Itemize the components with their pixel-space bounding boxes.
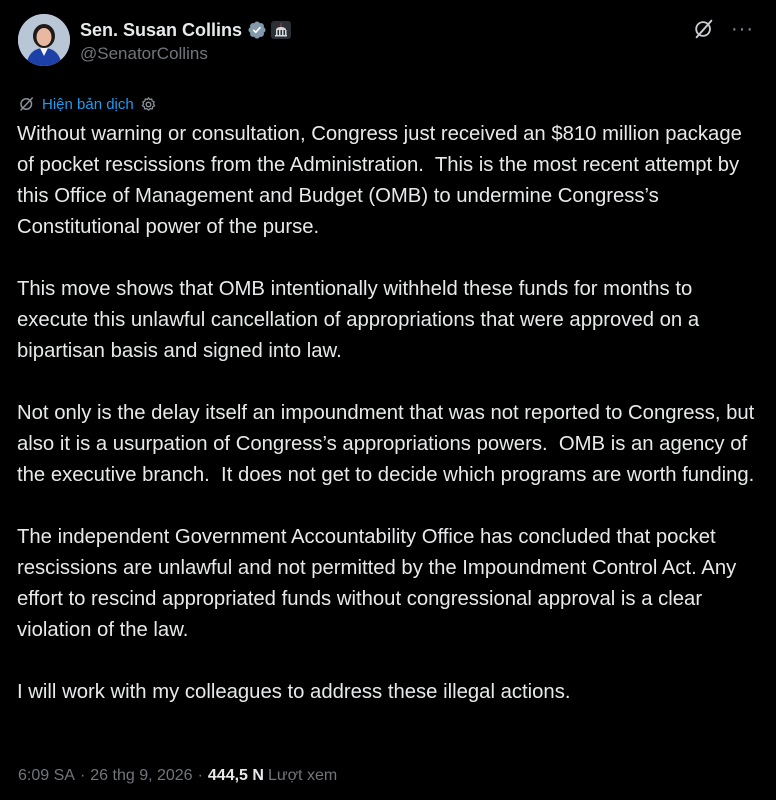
views-label: Lượt xem — [267, 767, 338, 784]
grok-icon[interactable] — [693, 18, 715, 40]
author-handle[interactable]: @SenatorCollins — [80, 44, 208, 63]
tweet-paragraph-5: I will work with my colleagues to address these illegal actions. — [17, 681, 571, 703]
tweet-meta — [18, 767, 337, 785]
tweet-header — [18, 14, 758, 68]
tweet-paragraph-3: Not only is the delay itself an impoundment that was not reported to Congress, but also it is a usurpation of Congress’s appropriations powers. OMB is an agency of the executive branch. It does not get to decide which programs are worth funding. — [17, 402, 760, 486]
gear-icon[interactable] — [140, 96, 157, 113]
author-avatar[interactable] — [18, 14, 70, 66]
more-options-icon[interactable]: ··· — [731, 18, 754, 40]
author-names — [80, 18, 292, 64]
name-row — [80, 18, 292, 42]
views-count[interactable]: 444,5 N — [207, 767, 264, 784]
meta-separator: · — [79, 767, 86, 784]
tweet-paragraph-4: The independent Government Accountability Office has concluded that pocket rescissions are unlawful and not permitted by the Impoundment Control Act. Any effort to rescind appropriated funds without congressional approval is a clear violation of the law. — [17, 526, 742, 641]
header-actions — [693, 18, 754, 40]
show-translation-link[interactable]: Hiện bản dịch — [42, 95, 134, 113]
us-capitol-badge-icon — [270, 20, 292, 40]
author-display-name[interactable]: Sen. Susan Collins — [80, 19, 243, 40]
meta-separator: · — [197, 767, 203, 784]
translation-row — [18, 94, 157, 114]
post-time[interactable]: 6:09 SA — [18, 767, 75, 784]
translate-icon — [18, 95, 36, 113]
tweet-paragraph-1: Without warning or consultation, Congress just received an $810 million package of pocket rescissions from the Administration. This is the most recent attempt by this Office of Management and Budget (OMB) to undermine Congress’s Constitutional power of the purse. — [17, 123, 748, 238]
tweet-paragraph-2: This move shows that OMB intentionally withheld these funds for months to execute this unlawful cancellation of appropriations that were approved on a bipartisan basis and signed into law. — [17, 278, 705, 362]
post-date[interactable]: 26 thg 9, 2026 — [90, 767, 193, 784]
verified-badge-icon[interactable] — [247, 20, 267, 40]
tweet-text — [17, 119, 762, 708]
